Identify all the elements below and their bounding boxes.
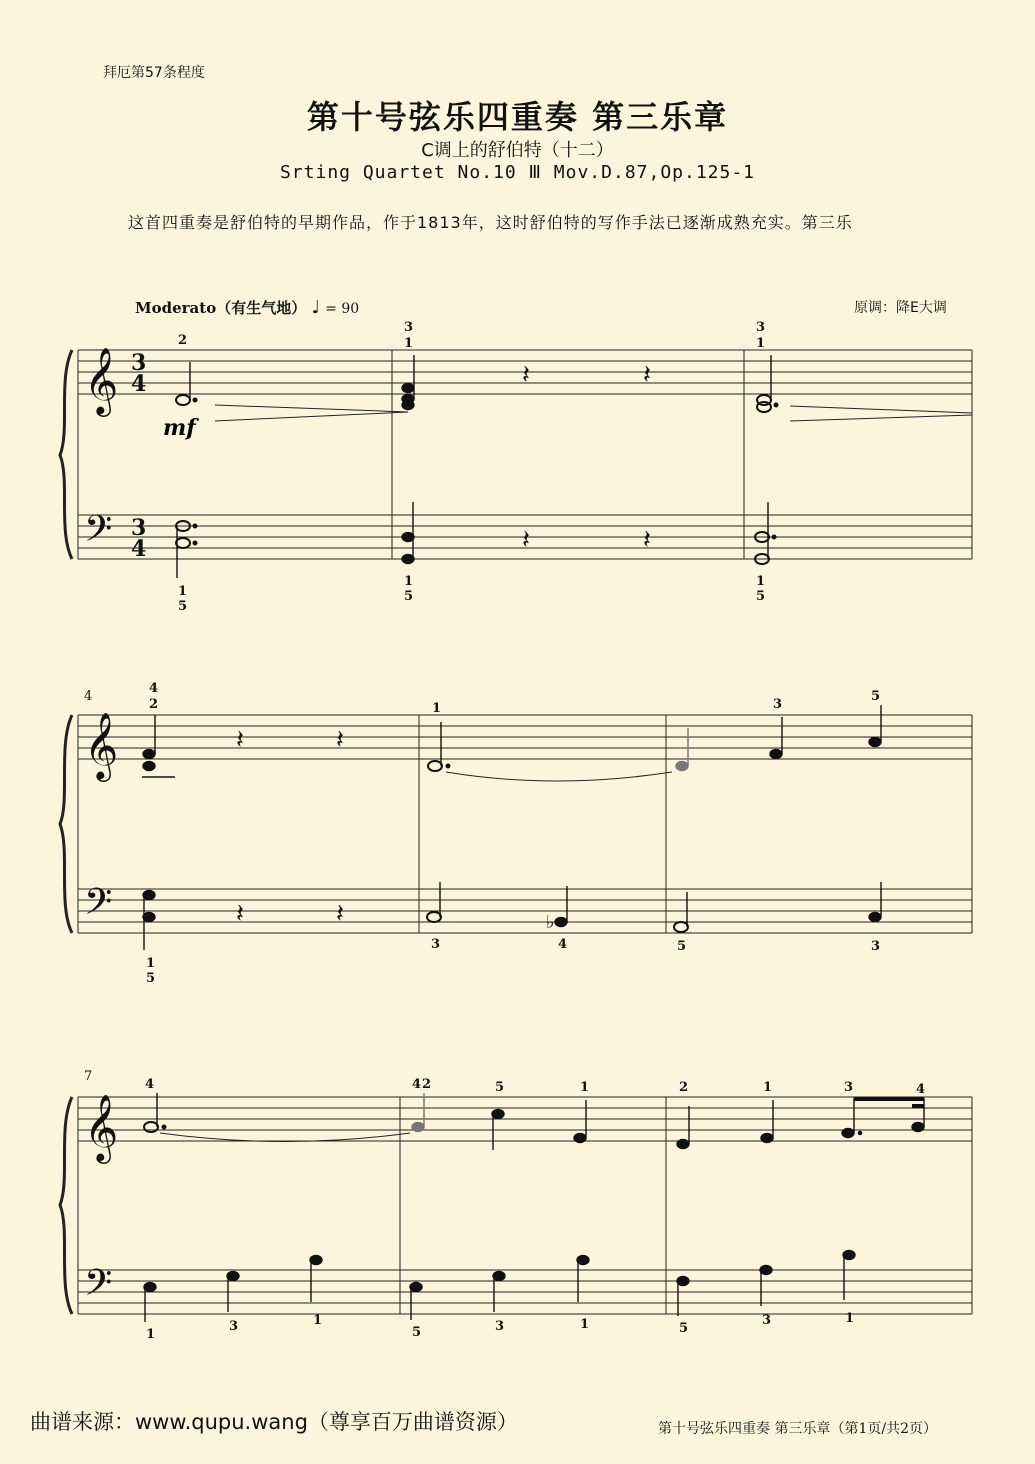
note-head: [402, 401, 414, 410]
treble-clef-icon: 𝄞: [84, 1093, 119, 1161]
fingering: 1: [845, 1311, 855, 1326]
fingering: 5: [756, 589, 766, 604]
staff-lines-s3-treble: [78, 1097, 972, 1141]
footer-page-info: 第十号弦乐四重奏 第三乐章（第1页/共2页）: [658, 1421, 937, 1437]
fingering: 3: [431, 937, 441, 952]
fingering: 2: [679, 1080, 689, 1095]
series-label: 拜厄第57条程度: [103, 65, 205, 81]
fingering: 3: [773, 697, 783, 712]
fingering: 3: [762, 1313, 772, 1328]
treble-clef-icon: 𝄞: [84, 711, 119, 779]
time-signature-denominator: 4: [131, 536, 147, 562]
tie: [446, 772, 672, 781]
decrescendo-hairpin-2: [790, 406, 972, 421]
quarter-rest: 𝄽: [522, 360, 530, 390]
fingering: 3: [756, 320, 766, 335]
staff-lines-s3-bass: [78, 1270, 972, 1314]
bass-clef-icon: 𝄢: [84, 881, 113, 932]
fingering: 5: [146, 971, 156, 986]
flat-icon: ♭: [546, 912, 555, 933]
svg-text:𝄽: 𝄽: [336, 725, 344, 755]
page-title: 第十号弦乐四重奏 第三乐章: [306, 98, 729, 136]
fingering: 5: [677, 939, 687, 954]
time-signature-numerator: 3: [131, 515, 147, 541]
svg-text:𝄽: 𝄽: [336, 899, 344, 929]
fingering: 2: [422, 1077, 432, 1092]
fingering: 1: [432, 701, 442, 716]
fingering: 5: [178, 599, 188, 614]
note-head: [757, 402, 771, 412]
quarter-note-icon: ♩: [311, 297, 320, 318]
fingering: 2: [178, 333, 188, 348]
staff-lines-s2-treble: [78, 715, 972, 759]
fingering: 4: [916, 1082, 926, 1097]
note-head: [176, 538, 190, 548]
fingering: 1: [404, 574, 414, 589]
bass-clef-icon: 𝄢: [84, 1262, 113, 1313]
fingering: 1: [178, 584, 188, 599]
fingering: 3: [844, 1080, 854, 1095]
measure-number: 7: [84, 1069, 93, 1084]
tempo-text: Moderato（有生气地）: [135, 299, 307, 317]
measure-number: 4: [84, 689, 93, 704]
fingering: 1: [404, 336, 414, 351]
bass-clef-icon: 𝄢: [84, 508, 113, 559]
original-key: 原调：降E大调: [854, 300, 947, 316]
fingering: 4: [558, 937, 568, 952]
fingering: 3: [404, 320, 414, 335]
fingering: 2: [149, 697, 159, 712]
quarter-rest: 𝄽: [522, 525, 530, 555]
fingering: 1: [313, 1313, 323, 1328]
treble-clef-icon: 𝄞: [84, 346, 119, 414]
subtitle-english: Srting Quartet No.10 Ⅲ Mov.D.87,Op.125-1: [279, 162, 756, 183]
brace-s2: [60, 715, 72, 933]
fingering: 1: [146, 1327, 156, 1342]
description: 这首四重奏是舒伯特的早期作品，作于1813年，这时舒伯特的写作手法已逐渐成熟充实。第三乐: [128, 213, 853, 232]
fingering: 3: [229, 1319, 239, 1334]
fingering: 1: [763, 1080, 773, 1095]
svg-text:𝄽: 𝄽: [236, 725, 244, 755]
fingering: 4: [412, 1077, 422, 1092]
note-head: [402, 384, 414, 393]
dynamic-mf: mf: [163, 415, 196, 441]
svg-text:𝄽: 𝄽: [236, 899, 244, 929]
fingering: 1: [146, 956, 156, 971]
fingering: 5: [871, 689, 881, 704]
quarter-rest: 𝄽: [643, 360, 651, 390]
fingering: 4: [149, 681, 159, 696]
fingering: 5: [495, 1080, 505, 1095]
tempo-value: = 90: [325, 301, 360, 317]
fingering: 1: [580, 1317, 590, 1332]
fingering: 1: [580, 1080, 590, 1095]
footer-source: 曲谱来源：www.qupu.wang（尊享百万曲谱资源）: [30, 1410, 518, 1434]
fingering: 5: [412, 1325, 422, 1340]
fingering: 3: [871, 939, 881, 954]
time-signature-denominator: 4: [131, 371, 147, 397]
brace-s3: [60, 1097, 72, 1314]
brace-s1: [60, 350, 72, 559]
tie: [160, 1133, 410, 1142]
staff-lines-s2-bass: [78, 889, 972, 933]
dot: [193, 398, 197, 402]
note-head: [176, 395, 190, 405]
quarter-rest: 𝄽: [643, 525, 651, 555]
decrescendo-hairpin: [215, 405, 408, 421]
fingering: 1: [756, 574, 766, 589]
fingering: 5: [679, 1321, 689, 1336]
fingering: 1: [756, 336, 766, 351]
subtitle: C调上的舒伯特（十二）: [421, 140, 614, 161]
fingering: 5: [404, 589, 414, 604]
time-signature-numerator: 3: [131, 350, 147, 376]
fingering: 3: [495, 1319, 505, 1334]
fingering: 4: [145, 1077, 155, 1092]
